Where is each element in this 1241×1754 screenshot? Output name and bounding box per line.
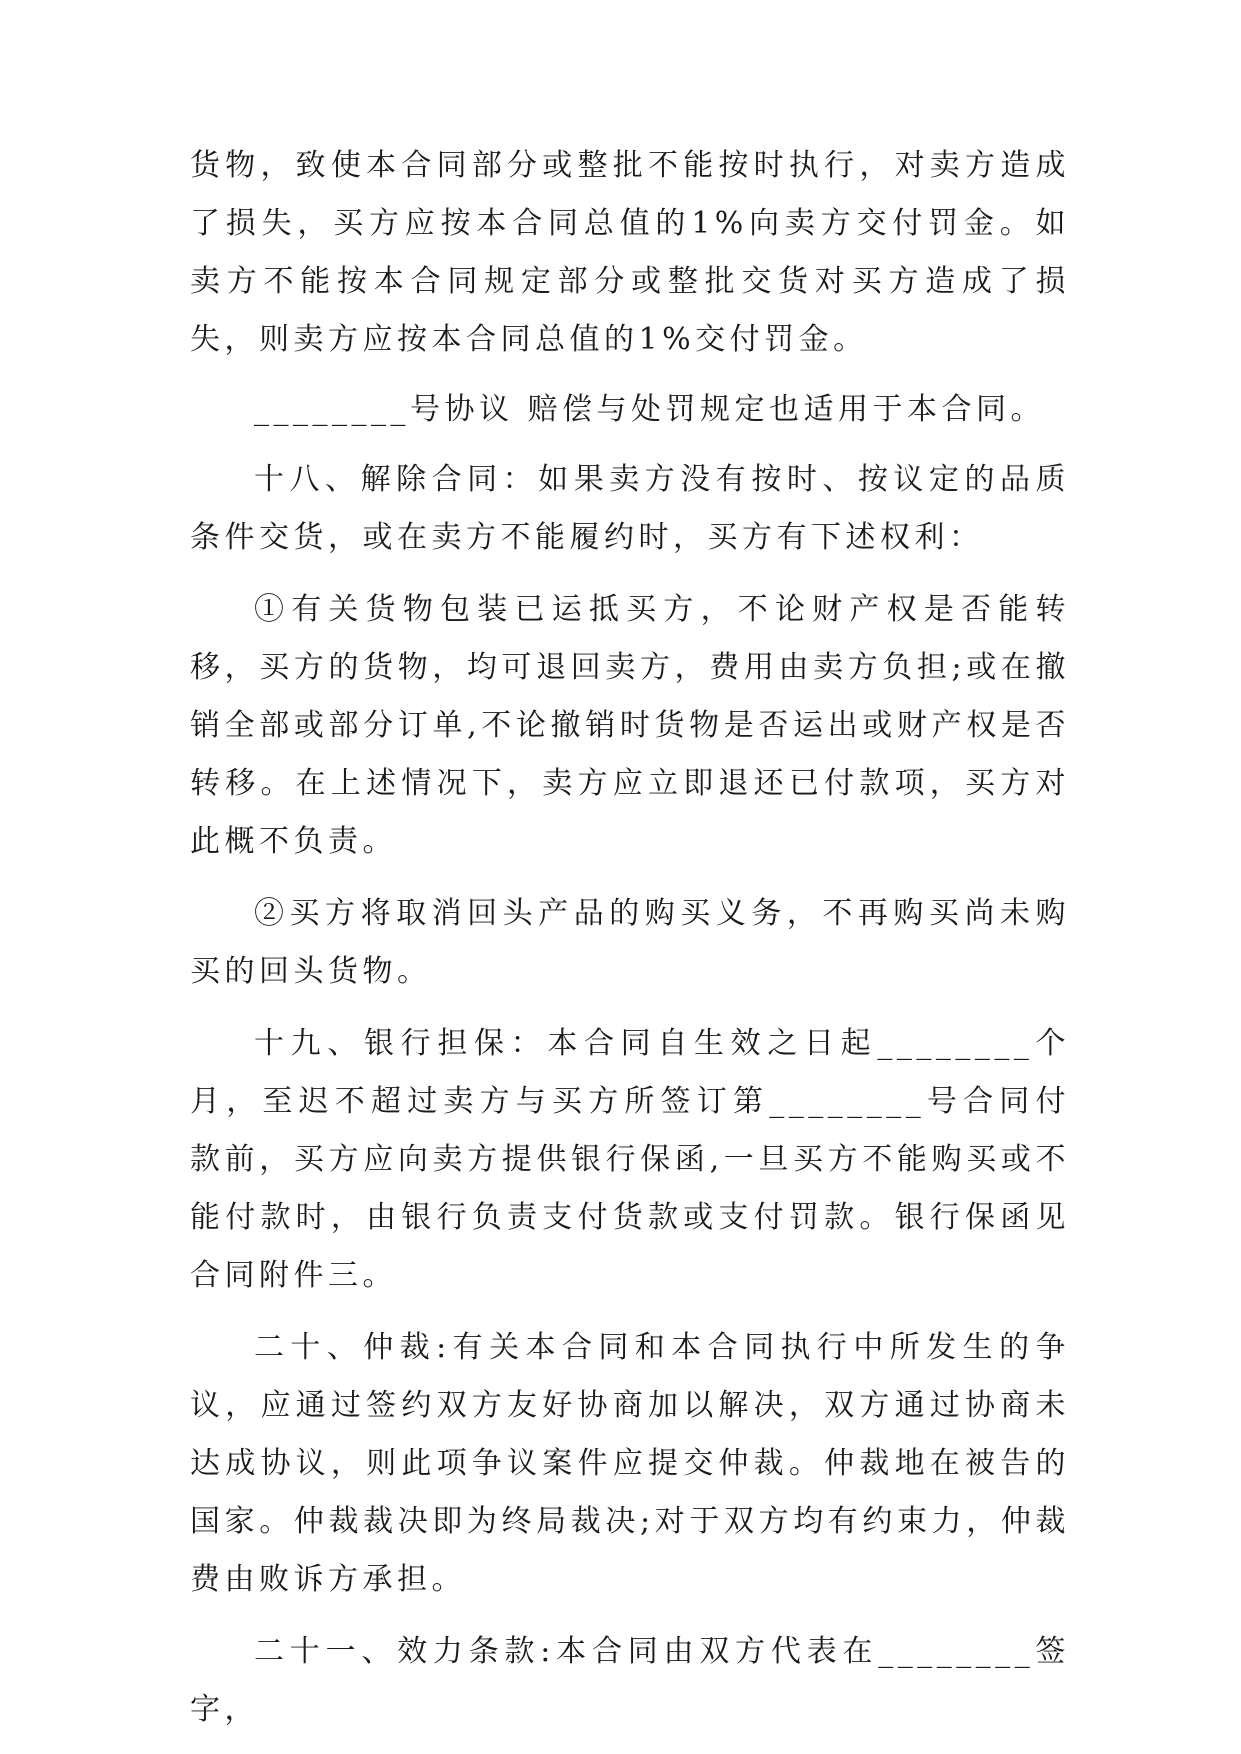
paragraph-clause-19-bank-guarantee: 十九、银行担保：本合同自生效之日起________个月，至迟不超过卖方与买方所签订第________号合同付款前，买方应向卖方提供银行保函,一旦买方不能购买或不能付款时，由银行负责支付货款或支付罚款。银行保函见合同附件三。 <box>190 1026 1070 1293</box>
paragraph-clause-18-item-2: ②买方将取消回头产品的购买义务，不再购买尚未购买的回头货物。 <box>190 896 1070 989</box>
paragraph-penalty-continued: 货物，致使本合同部分或整批不能按时执行，对卖方造成了损失，买方应按本合同总值的1%向卖方交付罚金。如卖方不能按本合同规定部分或整批交货对买方造成了损失，则卖方应按本合同总值的1%交付罚金。 <box>190 148 1070 357</box>
document-page <box>190 137 1070 1739</box>
paragraph-clause-20-arbitration: 二十、仲裁:有关本合同和本合同执行中所发生的争议，应通过签约双方友好协商加以解决，双方通过协商未达成协议，则此项争议案件应提交仲裁。仲裁地在被告的国家。仲裁裁决即为终局裁决;对于双方均有约束力，仲裁费由败诉方承担。 <box>190 1330 1070 1597</box>
paragraph-clause-18-termination: 十八、解除合同：如果卖方没有按时、按议定的品质条件交货，或在卖方不能履约时，买方有下述权利： <box>190 462 1070 555</box>
paragraph-agreement-reference: ________号协议 赔偿与处罚规定也适用于本合同。 <box>254 392 1046 427</box>
paragraph-clause-18-item-1: ①有关货物包装已运抵买方，不论财产权是否能转移，买方的货物，均可退回卖方，费用由卖方负担;或在撤销全部或部分订单,不论撤销时货物是否运出或财产权是否转移。在上述情况下，卖方应立即退还已付款项，买方对此概不负责。 <box>190 592 1070 859</box>
paragraph-clause-21-validity: 二十一、效力条款:本合同由双方代表在________签字， <box>190 1634 1070 1727</box>
